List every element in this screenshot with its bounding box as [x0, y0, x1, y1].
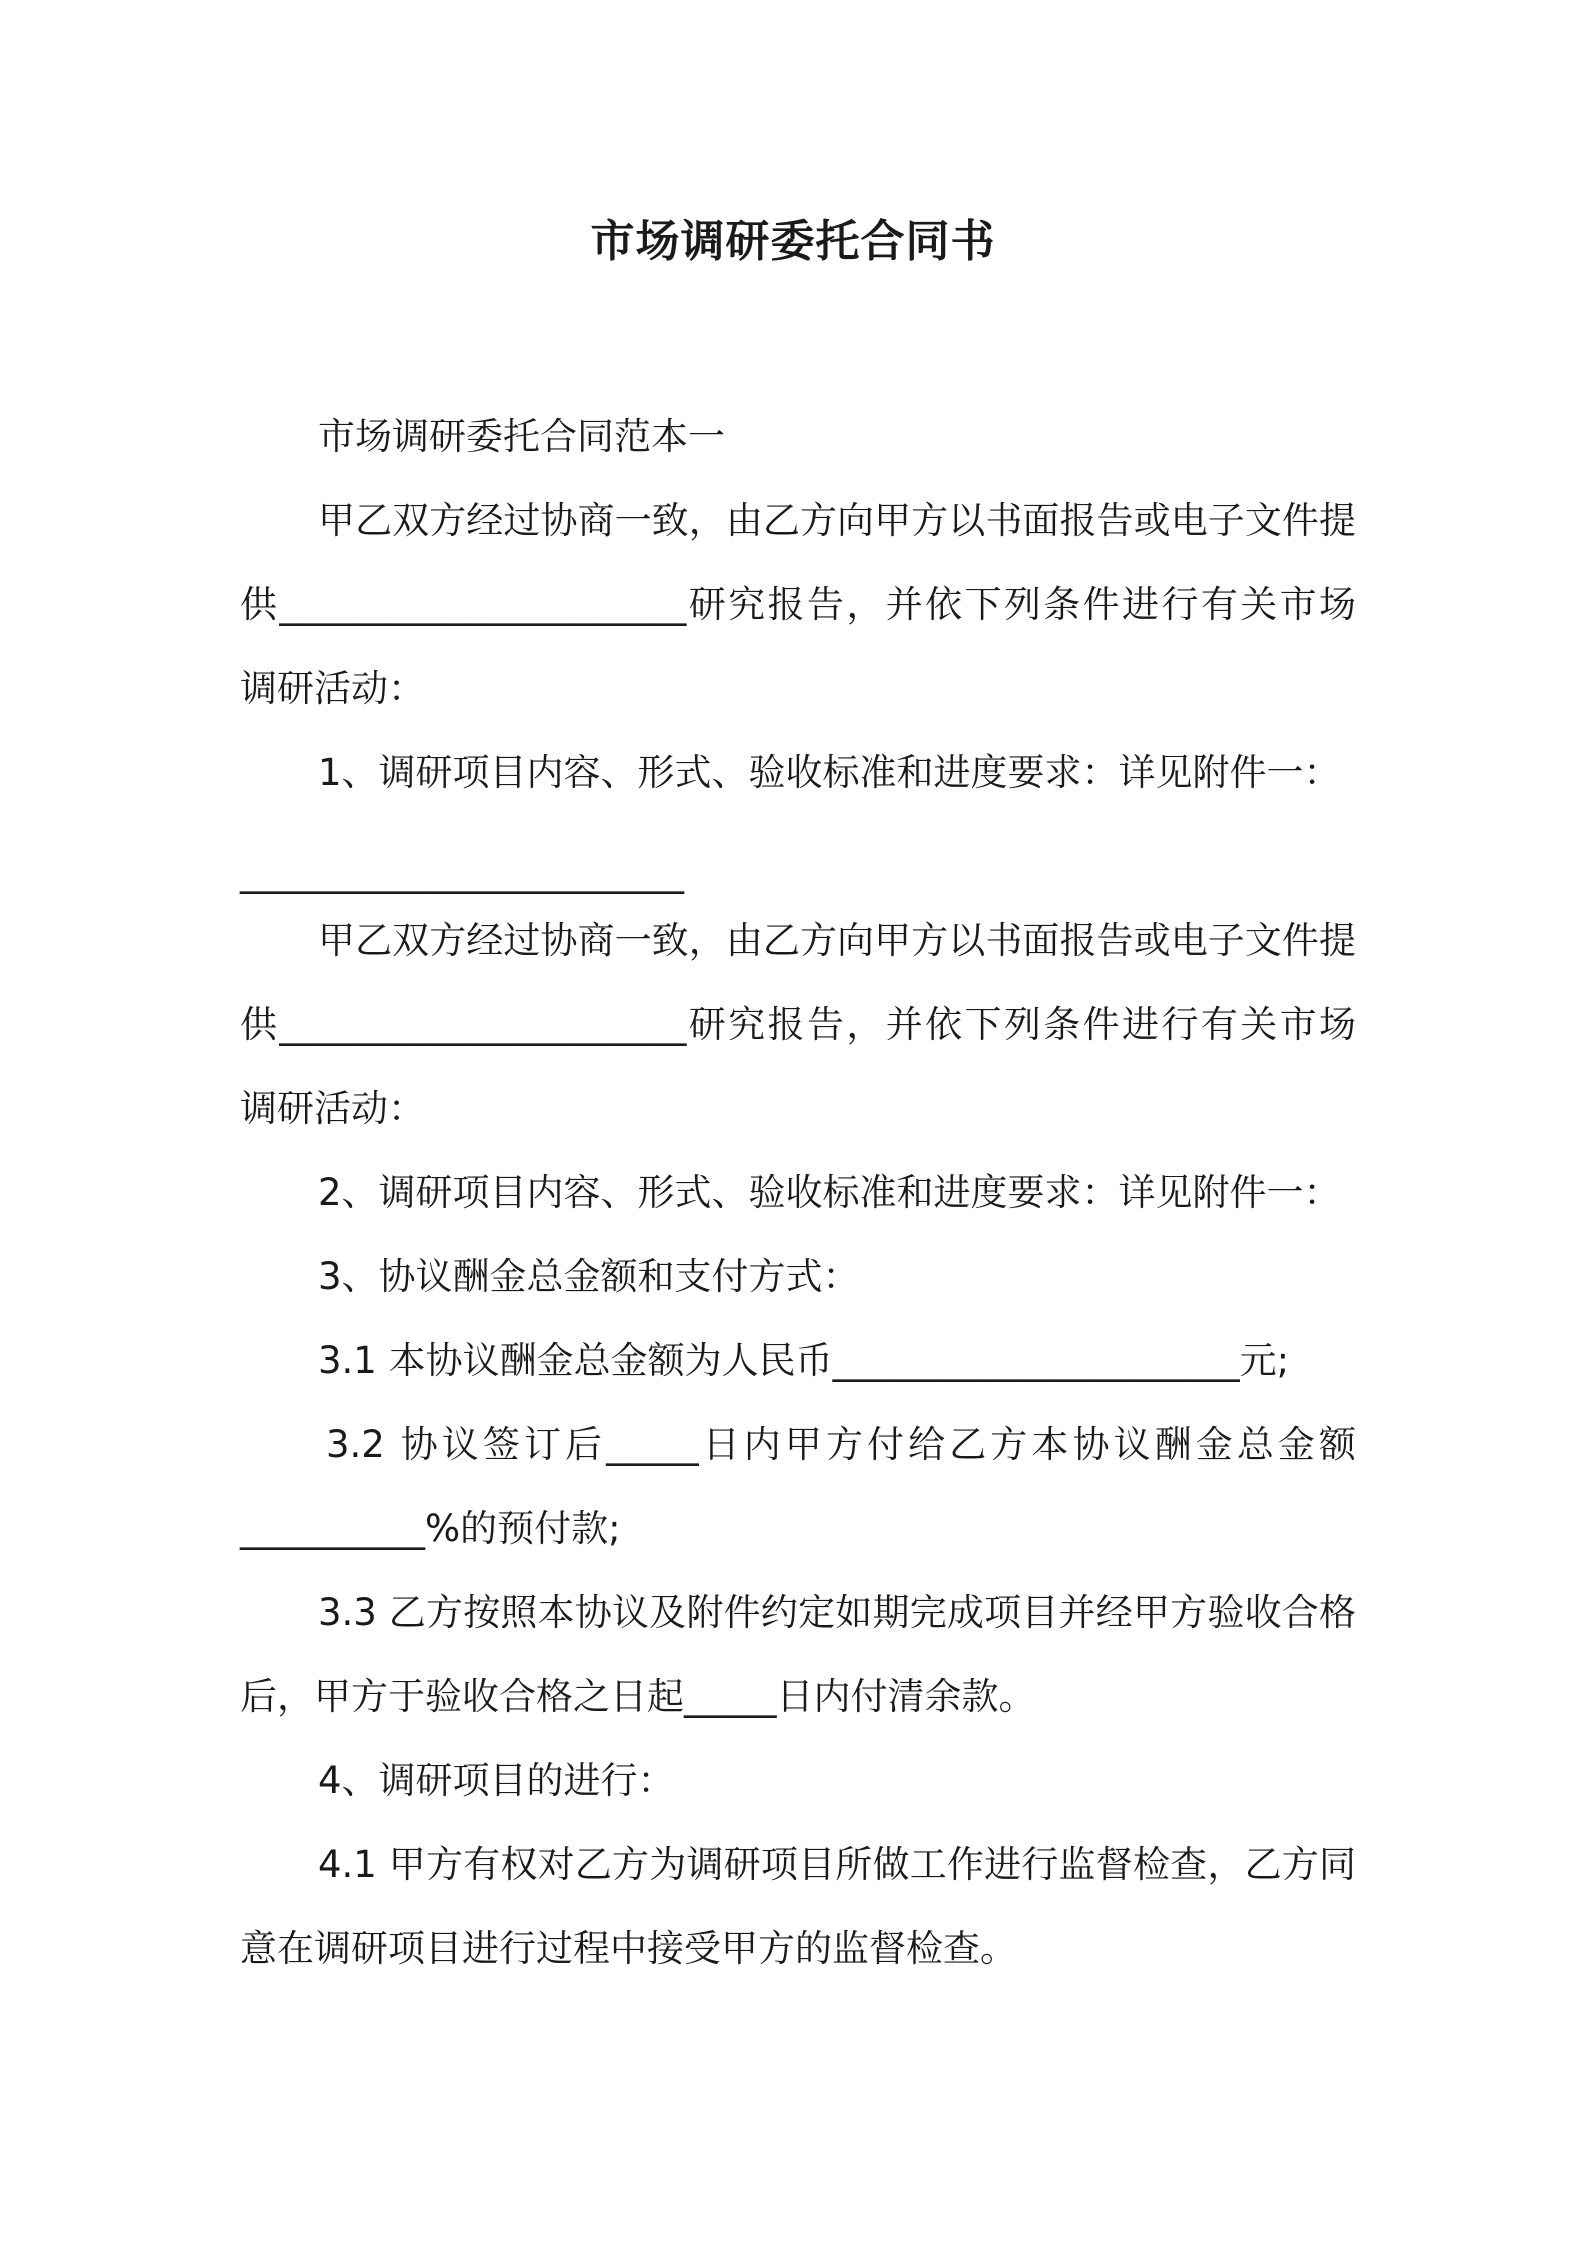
blank-line: ________________________ — [240, 851, 684, 894]
clause-1: 1、调研项目内容、形式、验收标准和进度要求：详见附件一： — [318, 751, 1341, 794]
clause-3-3: 3.3 乙方按照本协议及附件约定如期完成项目并经甲方验收合格 — [318, 1591, 1356, 1634]
clause-4-1: 4.1 甲方有权对乙方为调研项目所做工作进行监督检查，乙方同 — [318, 1843, 1356, 1886]
clause-3: 3、协议酬金总金额和支付方式： — [318, 1255, 860, 1298]
paragraph-line: 甲乙双方经过协商一致，由乙方向甲方以书面报告或电子文件提 — [318, 919, 1356, 962]
paragraph-line: 供______________________研究报告，并依下列条件进行有关市场 — [240, 583, 1356, 626]
clause-3-2-cont: __________%的预付款; — [240, 1507, 621, 1550]
document-title: 市场调研委托合同书 — [590, 216, 996, 267]
paragraph-line-sample-heading: 市场调研委托合同范本一 — [318, 415, 725, 458]
paragraph-line: 调研活动： — [240, 667, 425, 710]
clause-4-1-cont: 意在调研项目进行过程中接受甲方的监督检查。 — [240, 1927, 1017, 1970]
clause-3-3-cont: 后，甲方于验收合格之日起_____日内付清余款。 — [240, 1675, 1036, 1718]
clause-2: 2、调研项目内容、形式、验收标准和进度要求：详见附件一： — [318, 1171, 1341, 1214]
paragraph-line: 供______________________研究报告，并依下列条件进行有关市场 — [240, 1003, 1356, 1046]
paragraph-line: 调研活动： — [240, 1087, 425, 1130]
paragraph-line: 甲乙双方经过协商一致，由乙方向甲方以书面报告或电子文件提 — [318, 499, 1356, 542]
clause-3-2: 3.2 协议签订后_____日内甲方付给乙方本协议酬金总金额 — [326, 1423, 1356, 1466]
clause-4: 4、调研项目的进行： — [318, 1759, 675, 1802]
clause-3-1: 3.1 本协议酬金总金额为人民币______________________元; — [318, 1339, 1290, 1382]
